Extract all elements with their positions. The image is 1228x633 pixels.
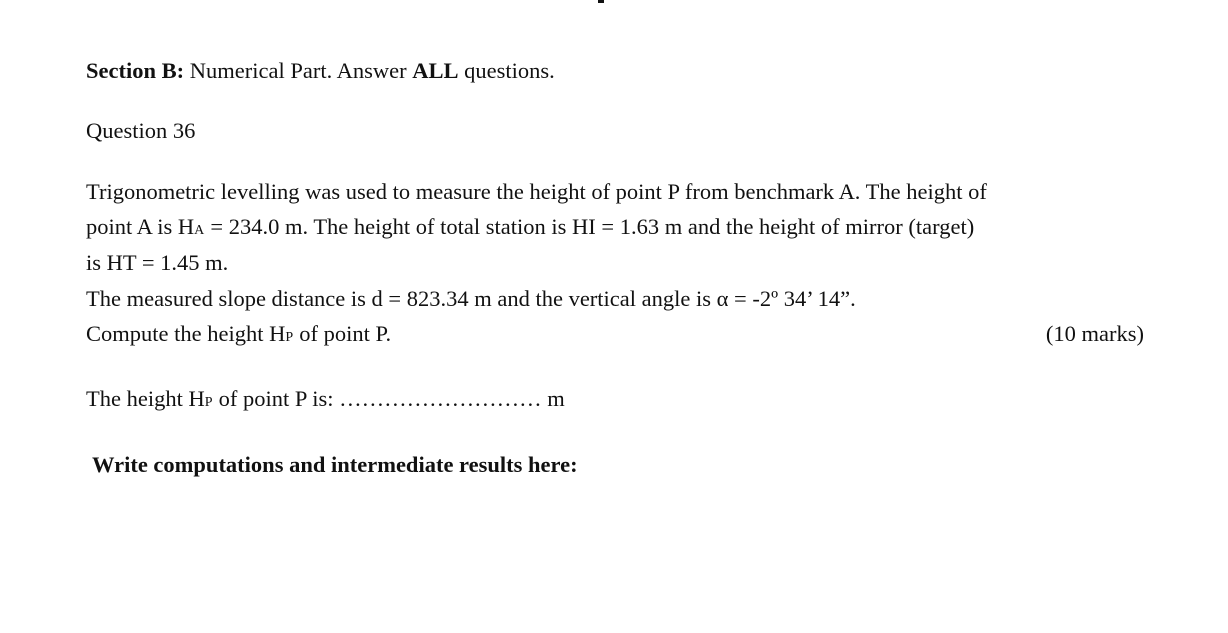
marks-label: (10 marks) <box>1045 321 1144 346</box>
question-compute-line <box>86 323 391 346</box>
computation-instructions: Write computations and intermediate results here: <box>92 452 578 477</box>
para1-line2-subscript: A <box>194 223 205 238</box>
section-emphasis: ALL <box>412 58 459 83</box>
compute-subscript: P <box>285 330 294 345</box>
section-text-after: questions. <box>458 58 555 83</box>
answer-unit: m <box>541 386 565 411</box>
para1-line2-text-a: point A is H <box>86 214 195 239</box>
question-title: Question 36 <box>86 118 196 143</box>
compute-text-b: of point P. <box>293 321 392 346</box>
question-para2-line1: The measured slope distance is d = 823.34 m and the vertical angle is α = -2º 34’ 14”. <box>86 286 856 311</box>
answer-line <box>86 388 565 411</box>
compute-text-a: Compute the height H <box>86 321 286 346</box>
answer-prefix-b: of point P is: <box>213 386 340 411</box>
section-heading <box>86 60 555 83</box>
top-mark <box>598 0 604 3</box>
section-label: Section B: <box>86 58 185 83</box>
section-text-before: Numerical Part. Answer <box>184 58 413 83</box>
para1-line2-text-b: = 234.0 m. The height of total station is HI = 1.63 m and the height of mirror (target) <box>204 214 975 239</box>
question-para1-line3: is HT = 1.45 m. <box>86 250 229 275</box>
answer-prefix-a: The height H <box>86 386 205 411</box>
answer-subscript: P <box>204 395 214 410</box>
question-para1-line1: Trigonometric levelling was used to measure the height of point P from benchmark A. The height of <box>86 179 987 204</box>
answer-blank[interactable]: ……………………… <box>339 386 542 411</box>
question-para1-line2 <box>86 216 974 239</box>
